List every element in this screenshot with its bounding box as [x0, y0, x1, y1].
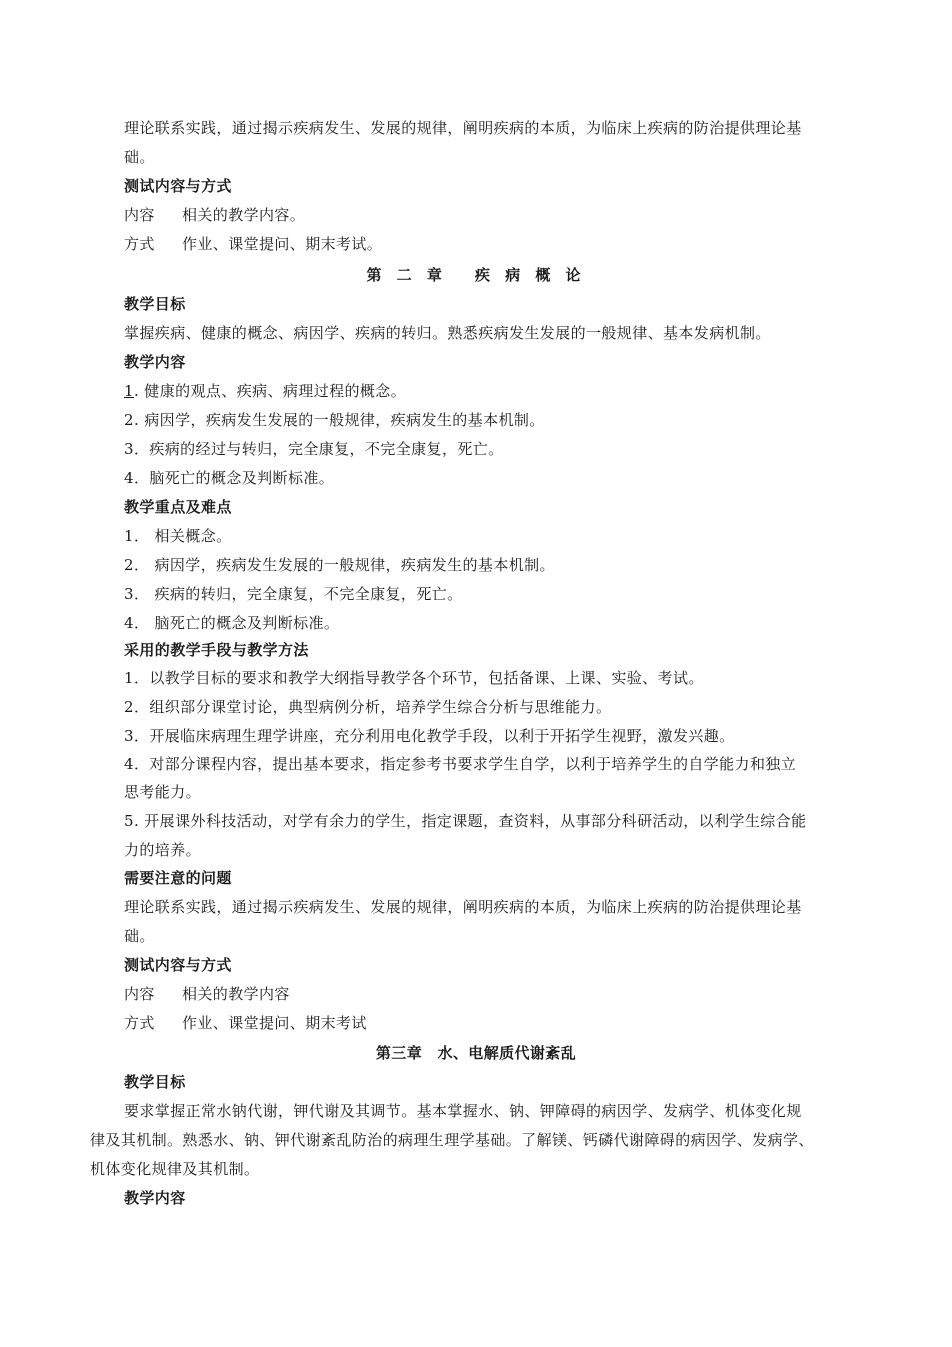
section-heading: 教学内容	[124, 353, 186, 371]
paragraph-line: 机体变化规律及其机制。	[90, 1160, 260, 1178]
list-item: 4． 脑死亡的概念及判断标准。	[124, 614, 340, 632]
paragraph-line: 础。	[124, 927, 155, 945]
list-item: 4．脑死亡的概念及判断标准。	[124, 469, 335, 487]
test-method-line	[124, 234, 382, 254]
list-item: 1． 相关概念。	[124, 527, 232, 545]
list-item: 2. 病因学，疾病发生发展的一般规律，疾病发生的基本机制。	[124, 411, 545, 429]
chapter-title	[0, 265, 952, 285]
chapter-number: 第 二 章	[366, 266, 447, 284]
paragraph-line: 理论联系实践，通过揭示疾病发生、发展的规律，阐明疾病的本质，为临床上疾病的防治提供理论基	[124, 898, 802, 916]
paragraph-line: 要求掌握正常水钠代谢，钾代谢及其调节。基本掌握水、钠、钾障碍的病因学、发病学、机体变化规	[124, 1102, 802, 1120]
label: 方式	[124, 235, 155, 253]
paragraph-line: 础。	[124, 148, 155, 166]
section-heading: 采用的教学手段与教学方法	[124, 641, 309, 659]
section-heading: 教学内容	[124, 1189, 186, 1207]
label: 内容	[124, 206, 155, 224]
section-heading: 教学目标	[124, 295, 186, 313]
list-item: 3．开展临床病理生理学讲座，充分利用电化教学手段，以利于开拓学生视野，激发兴趣。	[124, 727, 735, 745]
label: 内容	[124, 985, 155, 1003]
section-heading: 需要注意的问题	[124, 869, 232, 887]
section-heading: 测试内容与方式	[124, 956, 232, 974]
list-item: 4．对部分课程内容，提出基本要求，指定参考书要求学生自学，以利于培养学生的自学能力和独立	[124, 755, 797, 773]
list-item: 2． 病因学，疾病发生发展的一般规律，疾病发生的基本机制。	[124, 556, 555, 574]
section-heading: 测试内容与方式	[124, 177, 232, 195]
list-item: 3． 疾病的转归，完全康复，不完全康复，死亡。	[124, 585, 463, 603]
list-item: 2．组织部分课堂讨论，典型病例分析，培养学生综合分析与思维能力。	[124, 698, 612, 716]
value: 作业、课堂提问、期末考试	[182, 1014, 367, 1032]
list-item: 1．以教学目标的要求和教学大纲指导教学各个环节，包括备课、上课、实验、考试。	[124, 669, 704, 687]
list-item: 5. 开展课外科技活动，对学有余力的学生，指定课题，查资料，从事部分科研活动，以利学生综合能	[124, 812, 807, 830]
value: 相关的教学内容	[182, 985, 290, 1003]
paragraph-line: 理论联系实践，通过揭示疾病发生、发展的规律，阐明疾病的本质，为临床上疾病的防治提供理论基	[124, 119, 802, 137]
test-content-line	[124, 984, 290, 1004]
list-item-continuation: 力的培养。	[124, 841, 202, 859]
chapter-name: 疾 病 概 论	[474, 266, 586, 284]
test-content-line	[124, 205, 305, 225]
section-heading: 教学重点及难点	[124, 498, 232, 516]
label: 方式	[124, 1014, 155, 1032]
paragraph-line: 律及其机制。熟悉水、钠、钾代谢紊乱防治的病理生理学基础。了解镁、钙磷代谢障碍的病因学、发病学、	[90, 1131, 814, 1149]
test-method-line	[124, 1013, 367, 1033]
chapter-title: 第三章 水、电解质代谢紊乱	[375, 1044, 577, 1062]
list-item-continuation: 思考能力。	[124, 783, 202, 801]
value: 作业、课堂提问、期末考试。	[182, 235, 383, 253]
list-item	[124, 381, 406, 401]
paragraph-line: 掌握疾病、健康的概念、病因学、疾病的转归。熟悉疾病发生发展的一般规律、基本发病机制。	[124, 324, 771, 342]
section-heading: 教学目标	[124, 1073, 186, 1091]
value: 相关的教学内容。	[182, 206, 306, 224]
list-number: 1	[124, 382, 134, 400]
list-text: . 健康的观点、疾病、病理过程的概念。	[133, 382, 407, 400]
list-item: 3．疾病的经过与转归，完全康复，不完全康复，死亡。	[124, 440, 504, 458]
